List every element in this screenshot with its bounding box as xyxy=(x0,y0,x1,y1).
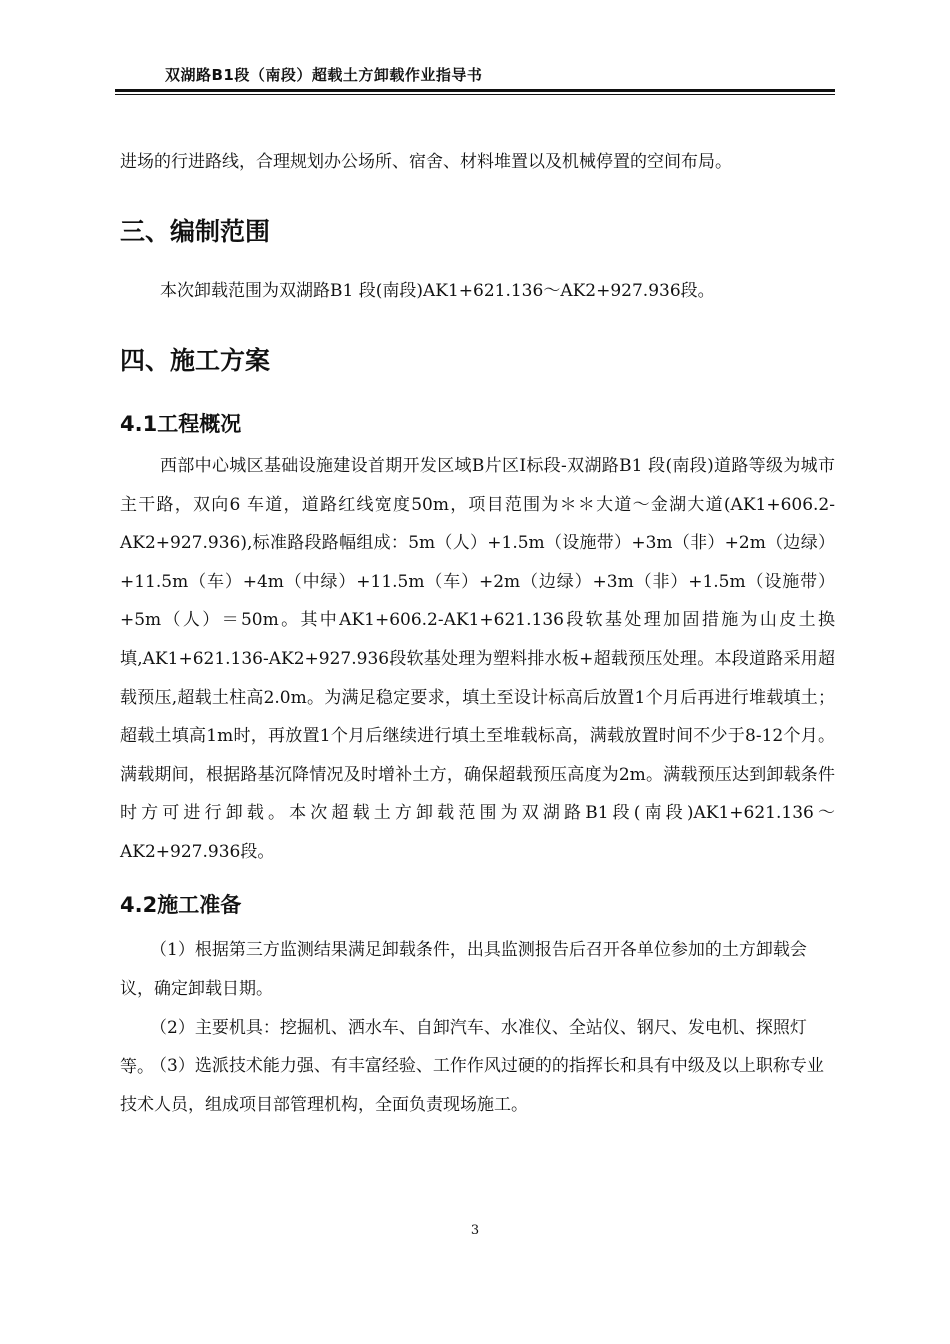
subsection-4-2-heading: 4.2施工准备 xyxy=(120,893,242,917)
document-header-title: 双湖路B1段（南段）超载土方卸载作业指导书 xyxy=(165,66,483,84)
subsection-4-1-paragraph: 西部中心城区基础设施建设首期开发区域B片区Ⅰ标段-双湖路B1 段(南段)道路等级为城市主干路，双向6 车道，道路红线宽度50m，项目范围为＊＊大道～金湖大道(AK1+606.2-AK2+927.936),标准路段路幅组成：5m（人）+1.5m（设施带）+3m（非）+2m（边绿）+11.5m（车）+4m（中绿）+11.5m（车）+2m（边绿）+3m（非）+1.5m（设施带）+5m（人）＝50m。其中AK1+606.2-AK1+621.136段软基处理加固措施为山皮土换填,AK1+621.136-AK2+927.936段软基处理为塑料排水板+超载预压处理。本段道路采用超载预压,超载土柱高2.0m。为满足稳定要求，填土至设计标高后放置1个月后再进行堆载填土；超载土填高1m时，再放置1个月后继续进行填土至堆载标高，满载放置时间不少于8-12个月。满载期间，根据路基沉降情况及时增补土方，确保超载预压高度为2m。满载预压达到卸载条件时方可进行卸载。本次超载土方卸载范围为双湖路B1段(南段)AK1+621.136～AK2+927.936段。 xyxy=(120,456,835,862)
prep-item-1: （1）根据第三方监测结果满足卸载条件，出具监测报告后召开各单位参加的土方卸载会议，确定卸载日期。 xyxy=(120,940,807,999)
section-4-heading: 四、施工方案 xyxy=(120,346,271,375)
page-number: 3 xyxy=(470,1223,480,1238)
header-rule-thin xyxy=(115,94,835,95)
intro-paragraph: 进场的行进路线，合理规划办公场所、宿舍、材料堆置以及机械停置的空间布局。 xyxy=(120,152,732,172)
header-rule-thick xyxy=(115,89,835,92)
prep-item-2: （2）主要机具：挖掘机、洒水车、自卸汽车、水准仪、全站仪、钢尺、发电机、探照灯等。 xyxy=(120,1018,807,1077)
section-3-paragraph: 本次卸载范围为双湖路B1 段(南段)AK1+621.136～AK2+927.936段。 xyxy=(160,281,715,301)
section-3-heading: 三、编制范围 xyxy=(120,217,271,246)
subsection-4-1-heading: 4.1工程概况 xyxy=(120,412,242,436)
prep-item-3: （3）选派技术能力强、有丰富经验、工作作风过硬的的指挥长和具有中级及以上职称专业技术人员，组成项目部管理机构，全面负责现场施工。 xyxy=(120,1056,824,1115)
